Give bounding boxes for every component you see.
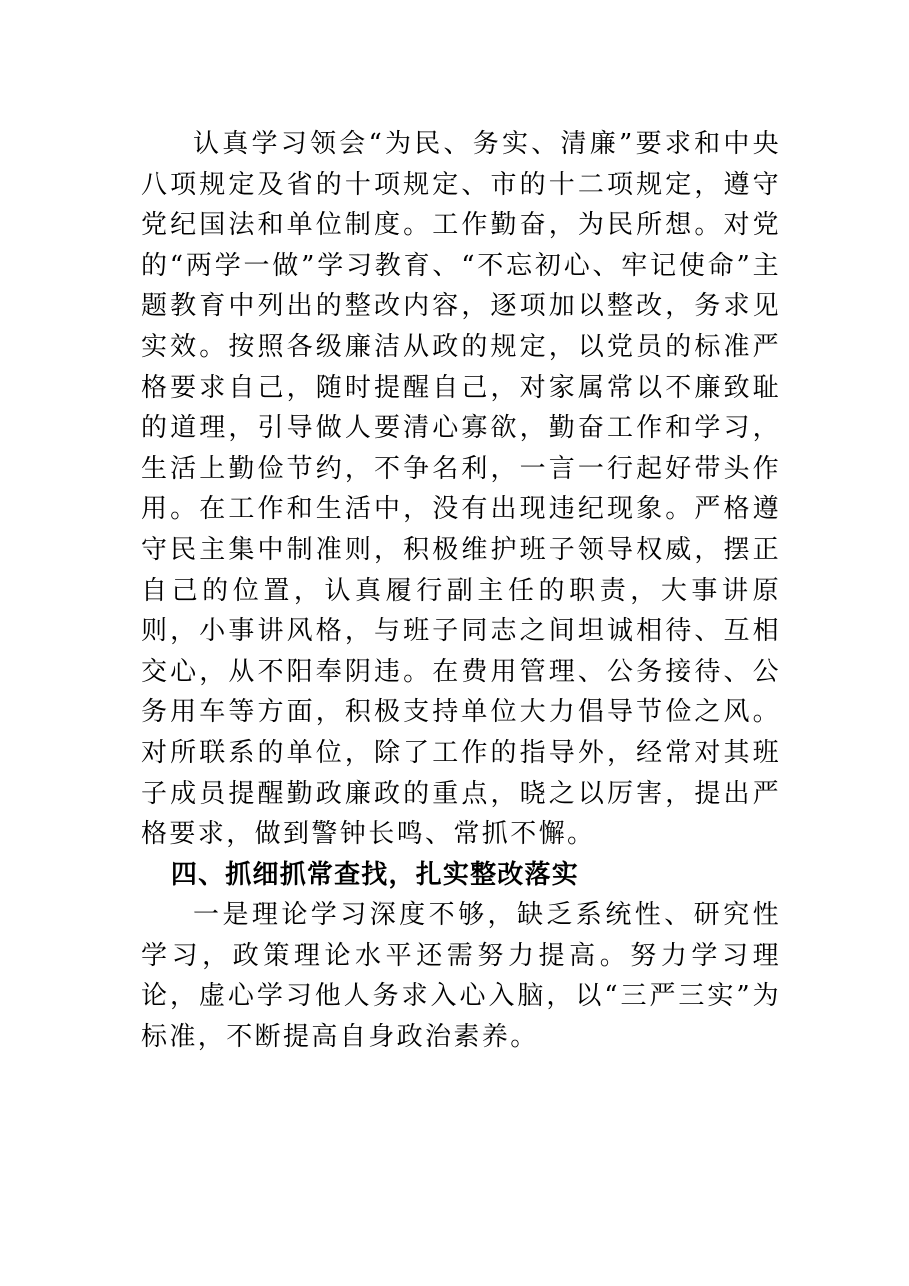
section-heading-four: 四、抓细抓常查找，扎实整改落实	[170, 859, 579, 890]
document-body	[141, 124, 781, 1058]
paragraph-integrity-discipline: 认真学习领会“为民、务实、清廉”要求和中央八项规定及省的十项规定、市的十二项规定，遵守党纪国法和单位制度。工作勤奋，为民所想。对党的“两学一做”学习教育、“不忘初心、牢记使命”主题教育中列出的整改内容，逐项加以整改，务求见实效。按照各级廉洁从政的规定，以党员的标准严格要求自己，随时提醒自己，对家属常以不廉致耻的道理，引导做人要清心寡欲，勤奋工作和学习，生活上勤俭节约，不争名利，一言一行起好带头作用。在工作和生活中，没有出现违纪现象。严格遵守民主集中制准则，积极维护班子领导权威，摆正自己的位置，认真履行副主任的职责，大事讲原则，小事讲风格，与班子同志之间坦诚相待、互相交心，从不阳奉阴违。在费用管理、公务接待、公务用车等方面，积极支持单位大力倡导节俭之风。对所联系的单位，除了工作的指导外，经常对其班子成员提醒勤政廉政的重点，晓之以厉害，提出严格要求，做到警钟长鸣、常抓不懈。	[141, 129, 781, 850]
paragraph-theory-study: 一是理论学习深度不够，缺乏系统性、研究性学习，政策理论水平还需努力提高。努力学习理论，虚心学习他人务求入心入脑，以“三严三实”为标准，不断提高自身政治素养。	[141, 900, 781, 1053]
